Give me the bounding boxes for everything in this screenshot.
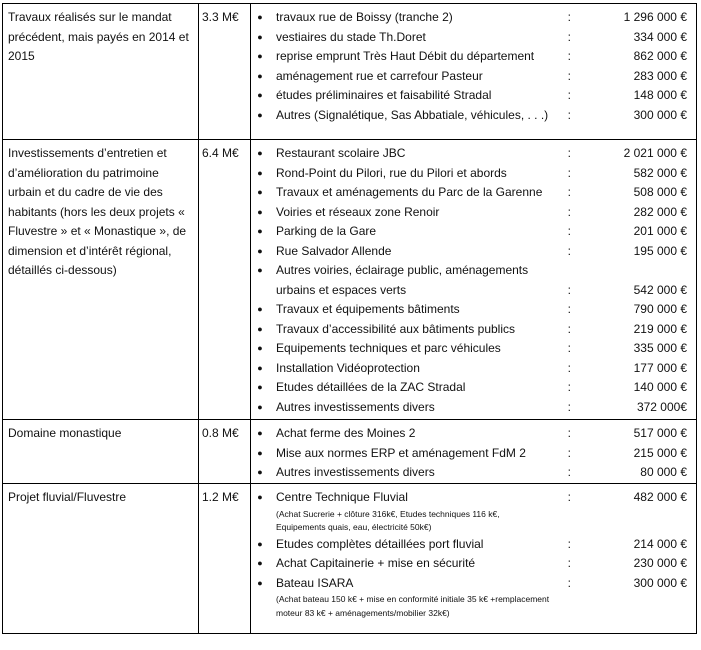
row-items [251, 4, 697, 140]
bullet-icon: ● [257, 401, 263, 412]
item-label: vestiaires du stade Th.Doret [276, 29, 426, 44]
item-colon: : [567, 321, 571, 336]
item-colon: : [567, 29, 571, 44]
item-colon: : [567, 575, 571, 590]
row-total: 0.8 M€ [199, 420, 251, 484]
list-item [251, 398, 690, 418]
row-description: Travaux réalisés sur le mandat précédent, mais payés en 2014 et 2015 [3, 4, 199, 140]
row-total: 3.3 M€ [199, 4, 251, 140]
bullet-icon: ● [257, 304, 263, 314]
list-item [251, 444, 690, 464]
item-value: 300 000 € [633, 575, 687, 590]
list-item [251, 535, 690, 555]
item-colon: : [567, 426, 571, 440]
bullet-icon: ● [257, 558, 263, 568]
item-label: Travaux et équipements bâtiments [276, 302, 460, 316]
item-colon: : [567, 556, 571, 570]
item-label: Rond-Point du Pilori, rue du Pilori et abords [276, 165, 507, 180]
item-value: 283 000 € [633, 68, 687, 83]
item-colon: : [567, 445, 571, 460]
item-label: Parking de la Gare [276, 224, 377, 238]
item-colon: : [567, 165, 571, 180]
item-value: 148 000 € [633, 88, 687, 102]
item-value: 80 000 € [640, 465, 687, 479]
item-label: Autres investissements divers [276, 465, 435, 479]
item-value: 215 000 € [633, 445, 687, 460]
list-item [251, 261, 690, 300]
table-row [3, 484, 697, 634]
item-note: (Achat bateau 150 k€ + mise en conformité initiale 35 k€ +remplacement moteur 83 k€ + aménagements/mobilier 32k€) [276, 594, 550, 618]
item-label: Autres (Signalétique, Sas Abbatiale, véhicules, . . .) [276, 107, 549, 122]
item-colon: : [567, 399, 571, 414]
item-label: Etudes complètes détaillées port fluvial [276, 536, 484, 551]
item-colon: : [567, 380, 571, 394]
row-total: 1.2 M€ [199, 484, 251, 634]
item-value: 482 000 € [633, 490, 687, 504]
item-value: 790 000 € [633, 302, 687, 316]
table-row [3, 4, 697, 140]
item-colon: : [567, 224, 571, 238]
bullet-icon: ● [257, 447, 263, 458]
item-label: Installation Vidéoprotection [276, 360, 420, 375]
item-label: Restaurant scolaire JBC [276, 146, 406, 160]
item-value: 1 296 000 € [623, 10, 687, 24]
item-value: 230 000 € [633, 556, 687, 570]
item-colon: : [567, 204, 571, 219]
item-colon: : [567, 107, 571, 122]
item-value: 508 000 € [633, 185, 687, 199]
item-value: 140 000 € [633, 380, 687, 394]
list-item [251, 242, 690, 262]
row-description: Domaine monastique [3, 420, 199, 484]
bullet-icon: ● [257, 109, 263, 120]
bullet-icon: ● [257, 538, 263, 549]
item-value: 201 000 € [633, 224, 687, 238]
bullet-icon: ● [257, 362, 263, 373]
item-colon: : [567, 49, 571, 63]
list-item [251, 67, 690, 87]
item-label: Travaux d’accessibilité aux bâtiments publics [276, 321, 515, 336]
item-colon: : [567, 185, 571, 199]
item-colon: : [567, 10, 571, 24]
item-label: Etudes détaillées de la ZAC Stradal [276, 380, 466, 394]
list-item [251, 28, 690, 48]
item-label: Autres investissements divers [276, 399, 435, 414]
item-colon: : [567, 68, 571, 83]
item-label: Equipements techniques et parc véhicules [276, 341, 501, 355]
list-item [251, 203, 690, 223]
item-label: Centre Technique Fluvial [276, 490, 408, 504]
item-value: 334 000 € [633, 29, 687, 44]
item-value: 300 000 € [633, 107, 687, 122]
item-label: Achat Capitainerie + mise en sécurité [276, 556, 476, 570]
item-value: 542 000 € [633, 282, 687, 297]
row-items [251, 420, 697, 484]
table-row [3, 420, 697, 484]
bullet-icon: ● [257, 467, 263, 477]
item-label: Autres voiries, éclairage public, aménagements urbains et espaces verts [276, 263, 529, 297]
bullet-icon: ● [257, 12, 263, 22]
list-item [251, 300, 690, 320]
item-colon: : [567, 490, 571, 504]
item-value: 195 000 € [633, 243, 687, 258]
list-item [251, 339, 690, 359]
item-colon: : [567, 146, 571, 160]
list-item [251, 574, 690, 621]
row-description: Projet fluvial/Fluvestre [3, 484, 199, 634]
item-label: Rue Salvador Allende [276, 243, 392, 258]
list-item [251, 463, 690, 483]
item-label: travaux rue de Boissy (tranche 2) [276, 10, 453, 24]
bullet-icon: ● [257, 206, 263, 217]
table-row [3, 140, 697, 420]
item-value: 282 000 € [633, 204, 687, 219]
item-label: études préliminaires et faisabilité Stradal [276, 88, 492, 102]
item-value: 2 021 000 € [623, 146, 687, 160]
list-item [251, 359, 690, 379]
bullet-icon: ● [257, 51, 263, 61]
bullet-icon: ● [257, 148, 263, 158]
item-label: Mise aux normes ERP et aménagement FdM 2 [276, 445, 526, 460]
list-item [251, 164, 690, 184]
bullet-icon: ● [257, 245, 263, 256]
item-value: 335 000 € [633, 341, 687, 355]
item-note: (Achat Sucrerie + clôture 316k€, Etudes techniques 116 k€, Equipements quais, eau, électricité 50k€) [276, 508, 500, 532]
bullet-icon: ● [257, 323, 263, 334]
item-label: Achat ferme des Moines 2 [276, 426, 416, 440]
item-value: 372 000€ [636, 399, 687, 414]
item-label: aménagement rue et carrefour Pasteur [276, 68, 483, 83]
row-items [251, 140, 697, 420]
list-item [251, 424, 690, 444]
item-label: Bateau ISARA [276, 575, 354, 590]
row-description: Investissements d’entretien et d’amélioration du patrimoine urbain et du cadre de vie des habitants (hors les deux projets « Fluvestre » et « Monastique », de dimension et d’intérêt régional, détaillés ci-dessous) [3, 140, 199, 420]
item-colon: : [567, 536, 571, 551]
item-value: 582 000 € [633, 165, 687, 180]
item-colon: : [567, 341, 571, 355]
item-colon: : [567, 88, 571, 102]
list-item [251, 183, 690, 203]
item-value: 517 000 € [633, 426, 687, 440]
bullet-icon: ● [257, 343, 263, 353]
bullet-icon: ● [257, 226, 263, 236]
item-colon: : [567, 302, 571, 316]
bullet-icon: ● [257, 167, 263, 178]
item-value: 214 000 € [633, 536, 687, 551]
list-item [251, 8, 690, 28]
row-total: 6.4 M€ [199, 140, 251, 420]
item-colon: : [567, 360, 571, 375]
bullet-icon: ● [257, 577, 263, 588]
bullet-icon: ● [257, 70, 263, 81]
list-item [251, 86, 690, 106]
list-item [251, 106, 690, 126]
item-label: reprise emprunt Très Haut Débit du département [276, 49, 535, 63]
item-value: 177 000 € [633, 360, 687, 375]
item-value: 862 000 € [633, 49, 687, 63]
list-item [251, 320, 690, 340]
bullet-icon: ● [257, 90, 263, 100]
investment-table [2, 3, 697, 634]
item-colon: : [567, 465, 571, 479]
list-item [251, 488, 690, 535]
item-label: Travaux et aménagements du Parc de la Garenne [276, 185, 543, 199]
list-item [251, 144, 690, 164]
list-item [251, 222, 690, 242]
item-colon: : [567, 243, 571, 258]
row-items [251, 484, 697, 634]
list-item [251, 554, 690, 574]
bullet-icon: ● [257, 187, 263, 197]
bullet-icon: ● [257, 382, 263, 392]
item-value: 219 000 € [633, 321, 687, 336]
bullet-icon: ● [257, 265, 263, 275]
item-colon: : [567, 282, 571, 297]
item-label: Voiries et réseaux zone Renoir [276, 204, 440, 219]
bullet-icon: ● [257, 31, 263, 42]
list-item [251, 47, 690, 67]
list-item [251, 378, 690, 398]
bullet-icon: ● [257, 492, 263, 502]
bullet-icon: ● [257, 428, 263, 438]
